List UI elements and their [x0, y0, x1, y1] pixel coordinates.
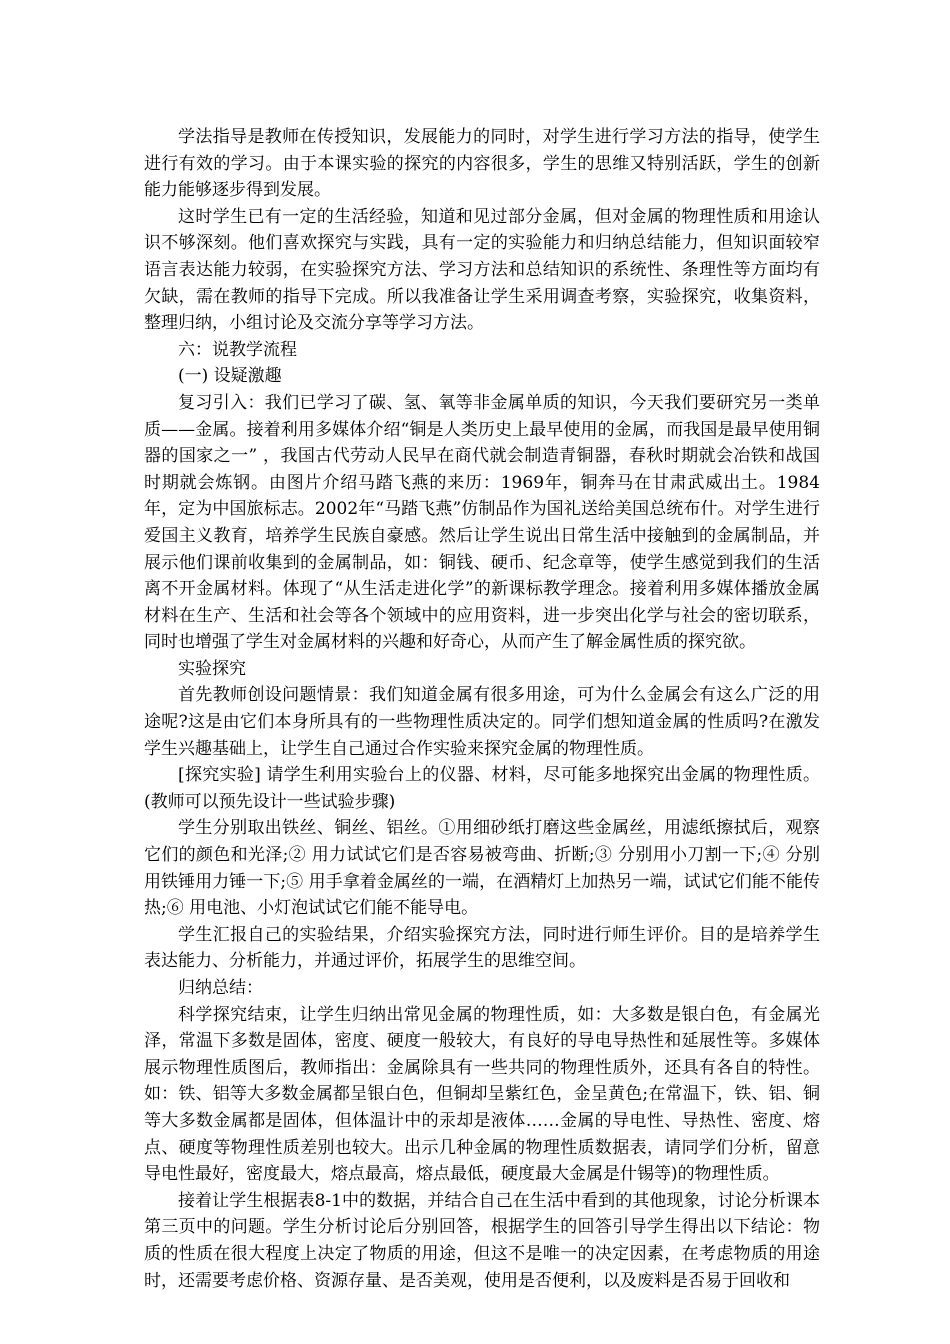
paragraph-study-method-guidance: 学法指导是教师在传授知识，发展能力的同时，对学生进行学习方法的指导，使学生进行有效的学习。由于本课实验的探究的内容很多，学生的思维又特别活跃，学生的创新能力能够逐步得到发展。	[144, 127, 820, 201]
document-body	[144, 124, 820, 1294]
subheading-experiment-exploration: 实验探究	[178, 658, 246, 679]
paragraph-summary-properties: 科学探究结束，让学生归纳出常见金属的物理性质，如：大多数是银白色，有金属光泽，常温下多数是固体，密度、硬度一般较大，有良好的导电导热性和延展性等。多媒体展示物理性质图后，教师指出：金属除具有一些共同的物理性质外，还具有各自的特性。如：铁、铝等大多数金属都呈银白色，但铜却呈紫红色，金呈黄色;在常温下，铁、铝、铜等大多数金属都是固体，但体温计中的汞却是液体……金属的导电性、导热性、密度、熔点、硬度等物理性质差别也较大。出示几种金属的物理性质数据表，请同学们分析，留意导电性最好，密度最大，熔点最高，熔点最低，硬度最大金属是什锡等)的物理性质。	[144, 1004, 820, 1185]
subheading-set-questions: (一) 设疑激趣	[178, 366, 282, 387]
paragraph-student-report: 学生汇报自己的实验结果，介绍实验探究方法，同时进行师生评价。目的是培养学生表达能力、分析能力，并通过评价，拓展学生的思维空间。	[144, 924, 820, 972]
subheading-summary: 归纳总结：	[178, 978, 263, 998]
paragraph-student-analysis: 这时学生已有一定的生活经验，知道和见过部分金属，但对金属的物理性质和用途认识不够深刻。他们喜欢探究与实践，具有一定的实验能力和归纳总结能力，但知识面较窄语言表达能力较弱，在实验探究方法、学习方法和总结知识的系统性、条理性等方面均有欠缺，需在教师的指导下完成。所以我准备让学生采用调查考察，实验探究，收集资料，整理归纳，小组讨论及交流分享等学习方法。	[144, 206, 820, 334]
paragraph-exploration-experiment: [探究实验] 请学生利用实验台上的仪器、材料，尽可能多地探究出金属的物理性质。(教师可以预先设计一些试验步骤)	[144, 765, 820, 812]
paragraph-review-introduction: 复习引入：我们已学习了碳、氢、氧等非金属单质的知识，今天我们要研究另一类单质——金属。接着利用多媒体介绍“铜是人类历史上最早使用的金属，而我国是最早使用铜器的国家之一” ，我国古代劳动人民早在商代就会制造青铜器，春秋时期就会冶铁和战国时期就会炼钢。由图片介绍马踏飞燕的来历：1969年，铜奔马在甘肃武威出土。1984年，定为中国旅标志。2002年“马踏飞燕”仿制品作为国礼送给美国总统布什。对学生进行爱国主义教育，培养学生民族自豪感。然后让学生说出日常生活中接触到的金属制品，并展示他们课前收集到的金属制品，如：铜钱、硬币、纪念章等，使学生感觉到我们的生活离不开金属材料。体现了“从生活走进化学”的新课标教学理念。接着利用多媒体播放金属材料在生产、生活和社会等各个领域中的应用资料，进一步突出化学与社会的密切联系，同时也增强了学生对金属材料的兴趣和好奇心，从而产生了解金属性质的探究欲。	[144, 392, 820, 653]
paragraph-problem-scenario: 首先教师创设问题情景：我们知道金属有很多用途，可为什么金属会有这么广泛的用途呢?这是由它们本身所具有的一些物理性质决定的。同学们想知道金属的性质吗?在激发学生兴趣基础上，让学生自己通过合作实验来探究金属的物理性质。	[144, 685, 820, 759]
section-heading-teaching-process: 六：说教学流程	[178, 339, 297, 360]
paragraph-table-discussion: 接着让学生根据表8-1中的数据，并结合自己在生活中看到的其他现象，讨论分析课本第三页中的问题。学生分析讨论后分别回答，根据学生的回答引导学生得出以下结论：物质的性质在很大程度上决定了物质的用途，但这不是唯一的决定因素，在考虑物质的用途时，还需要考虑价格、资源存量、是否美观，使用是否便利，以及废料是否易于回收和	[144, 1190, 820, 1291]
paragraph-experiment-steps: 学生分别取出铁丝、铜丝、铝丝。①用细砂纸打磨这些金属丝，用滤纸擦拭后，观察它们的颜色和光泽;② 用力试试它们是否容易被弯曲、折断;③ 分别用小刀割一下;④ 分别用铁锤用力锤一下;⑤ 用手拿着金属丝的一端，在酒精灯上加热另一端，试试它们能不能传热;⑥ 用电池、小灯泡试试它们能不能导电。	[144, 818, 820, 919]
